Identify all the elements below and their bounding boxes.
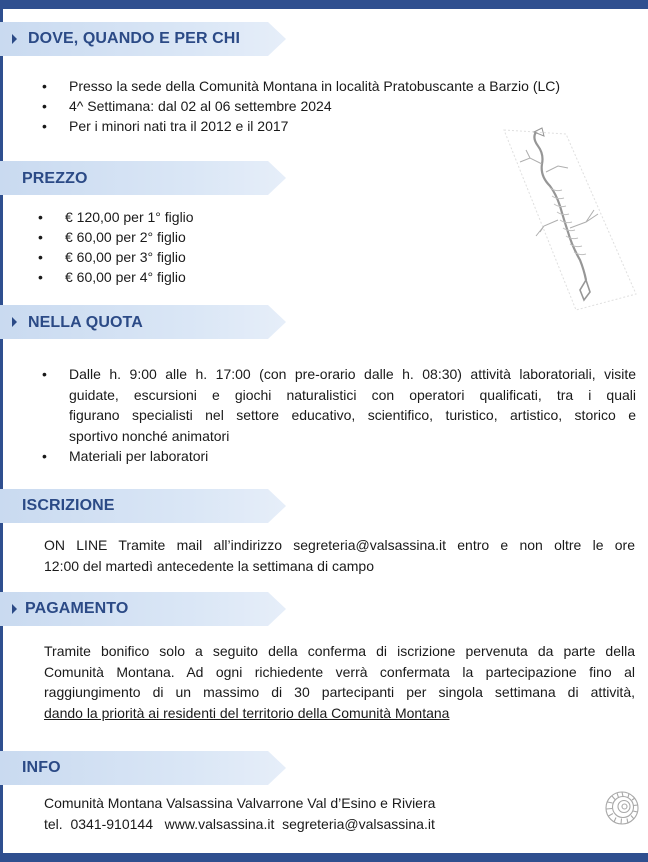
top-border — [0, 0, 648, 9]
list-item: • Materiali per laboratori — [42, 448, 209, 464]
section-title-iscrizione: ISCRIZIONE — [22, 497, 115, 514]
info-organization: Comunità Montana Valsassina Valvarrone Val d’Esino e Riviera — [44, 795, 436, 811]
info-contacts — [44, 814, 584, 834]
section-title-quota: NELLA QUOTA — [28, 314, 143, 331]
website-link[interactable]: www.valsassina.it — [164, 816, 275, 832]
quota-list — [42, 364, 636, 466]
section-title-info: INFO — [22, 759, 61, 776]
info-block — [44, 793, 584, 834]
chevron-right-icon — [12, 604, 17, 614]
section-title-dove: DOVE, QUANDO E PER CHI — [28, 30, 241, 47]
list-item: • € 120,00 per 1° figlio — [38, 209, 194, 225]
chevron-right-icon — [12, 34, 17, 44]
left-border — [0, 9, 3, 853]
list-item: • Per i minori nati tra il 2012 e il 2017 — [42, 118, 289, 134]
pagamento-text: Tramite bonifico solo a seguito della conferma di iscrizione pervenuta da parte della Comunità Montana. Ad ogni richiedente verrà confermata la partecipazione fino al raggiungimento di un massimo di 30 partecipanti per singola settimana di attività, dando la priorità ai residenti del territorio della Comunità Montana — [44, 643, 635, 721]
phone-number: tel. 0341-910144 — [44, 816, 153, 832]
prezzo-list — [38, 207, 338, 287]
bottom-border — [0, 853, 648, 862]
chevron-right-icon — [12, 317, 17, 327]
iscrizione-text: ON LINE Tramite mail all’indirizzo segreteria@valsassina.it entro e non oltre le ore 12:00 del martedì antecedente la settimana di campo — [44, 537, 635, 574]
section-title-pagamento: PAGAMENTO — [25, 600, 129, 617]
section-title-prezzo: PREZZO — [22, 170, 88, 187]
list-item: • Dalle h. 9:00 alle h. 17:00 (con pre-orario dalle h. 08:30) attività laboratoriali, visite guidate, escursioni e giochi naturalistici con operatori qualificati, tra i quali figurano specialisti nel settore educativo, scientifico, turistico, artistico, storico e sportivo nonché animatori — [42, 366, 636, 444]
email-link[interactable]: segreteria@valsassina.it — [282, 816, 435, 832]
list-item: • € 60,00 per 2° figlio — [38, 229, 186, 245]
list-item: • Presso la sede della Comunità Montana in località Pratobuscante a Barzio (LC) — [42, 78, 561, 94]
list-item: • 4^ Settimana: dal 02 al 06 settembre 2024 — [42, 98, 332, 114]
ammonite-icon — [604, 790, 640, 826]
list-item: • € 60,00 per 4° figlio — [38, 269, 186, 285]
list-item: • € 60,00 per 3° figlio — [38, 249, 186, 265]
fossil-illustration — [496, 124, 644, 312]
